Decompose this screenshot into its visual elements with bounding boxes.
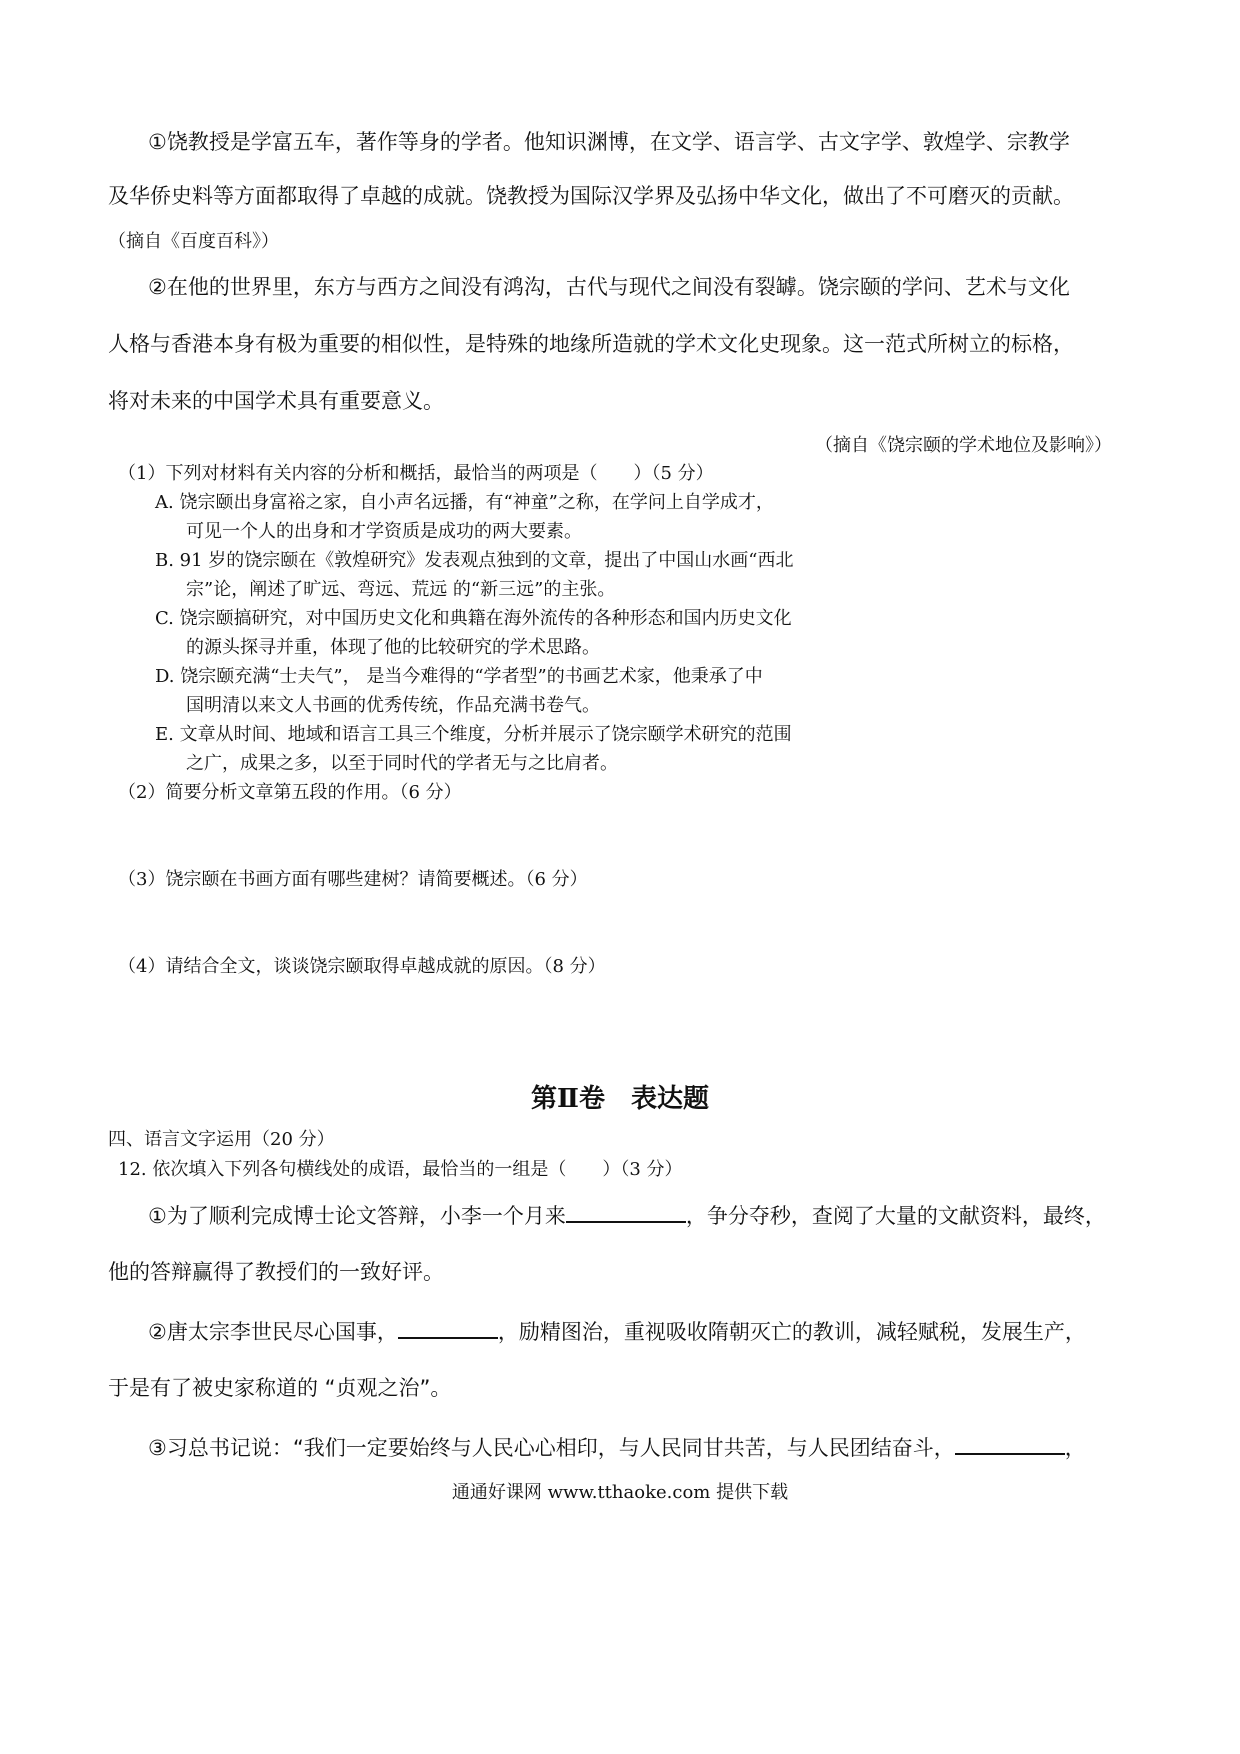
part-four-heading: 四、语言文字运用（20 分） bbox=[108, 1129, 335, 1150]
source-citation-2: （摘自《饶宗颐的学术地位及影响》） bbox=[815, 435, 1112, 456]
option-a-line-2: 可见一个人的出身和才学资质是成功的两大要素。 bbox=[186, 521, 582, 542]
option-e-line-1: E. 文章从时间、地域和语言工具三个维度，分析并展示了饶宗颐学术研究的范围 bbox=[155, 724, 792, 745]
material-paragraph-1-line-1: ①饶教授是学富五车，著作等身的学者。他知识渊博，在文学、语言学、古文字学、敦煌学、宗教学 bbox=[148, 130, 1070, 154]
question-1: （1）下列对材料有关内容的分析和概括，最恰当的两项是（ ）（5 分） bbox=[118, 463, 714, 484]
sentence-3-line-1 bbox=[148, 1430, 1086, 1462]
question-12: 12. 依次填入下列各句横线处的成语，最恰当的一组是（ ）（3 分） bbox=[118, 1159, 683, 1180]
material-paragraph-2-line-1: ②在他的世界里，东方与西方之间没有鸿沟，古代与现代之间没有裂罅。饶宗颐的学问、艺术与文化 bbox=[148, 275, 1070, 299]
material-paragraph-2-line-2: 人格与香港本身有极为重要的相似性，是特殊的地缘所造就的学术文化史现象。这一范式所树立的标格， bbox=[108, 332, 1074, 356]
answer-blank-1[interactable] bbox=[566, 1198, 686, 1223]
sentence-1-part-b: ，争分夺秒，查阅了大量的文献资料，最终， bbox=[685, 1204, 1106, 1229]
sentence-2-part-b: ，励精图治，重视吸收隋朝灭亡的教训，减轻赋税，发展生产， bbox=[497, 1320, 1086, 1345]
question-4: （4）请结合全文，谈谈饶宗颐取得卓越成就的原因。（8 分） bbox=[118, 956, 606, 977]
sentence-2-line-2: 于是有了被史家称道的 “贞观之治”。 bbox=[108, 1376, 452, 1400]
sentence-1-line-2: 他的答辩赢得了教授们的一致好评。 bbox=[108, 1260, 444, 1284]
option-b-line-1: B. 91 岁的饶宗颐在《敦煌研究》发表观点独到的文章，提出了中国山水画“西北 bbox=[155, 550, 794, 571]
material-paragraph-1-line-2: 及华侨史料等方面都取得了卓越的成就。饶教授为国际汉学界及弘扬中华文化，做出了不可磨灭的贡献。 bbox=[108, 184, 1074, 208]
option-a-line-1: A. 饶宗颐出身富裕之家，自小声名远播，有“神童”之称，在学问上自学成才， bbox=[155, 492, 774, 513]
option-d-line-2: 国明清以来文人书画的优秀传统，作品充满书卷气。 bbox=[186, 695, 600, 716]
question-3: （3）饶宗颐在书画方面有哪些建树？请简要概述。（6 分） bbox=[118, 869, 588, 890]
sentence-2-part-a: ②唐太宗李世民尽心国事， bbox=[148, 1320, 398, 1345]
option-d-line-1: D. 饶宗颐充满“士夫气”， 是当今难得的“学者型”的书画艺术家，他秉承了中 bbox=[155, 666, 763, 687]
sentence-2-line-1 bbox=[148, 1314, 1086, 1346]
question-2: （2）简要分析文章第五段的作用。（6 分） bbox=[118, 782, 462, 803]
sentence-1-part-a: ①为了顺利完成博士论文答辩，小李一个月来 bbox=[148, 1204, 566, 1229]
source-citation-1: （摘自《百度百科》） bbox=[108, 231, 279, 252]
option-e-line-2: 之广，成果之多，以至于同时代的学者无与之比肩者。 bbox=[186, 753, 618, 774]
sentence-3-part-b: ， bbox=[1064, 1436, 1086, 1461]
material-paragraph-2-line-3: 将对未来的中国学术具有重要意义。 bbox=[108, 389, 444, 413]
option-b-line-2: 宗”论，阐述了旷远、弯远、荒远 的“新三远”的主张。 bbox=[186, 579, 616, 600]
answer-blank-3[interactable] bbox=[955, 1430, 1065, 1455]
option-c-line-1: C. 饶宗颐搞研究，对中国历史文化和典籍在海外流传的各种形态和国内历史文化 bbox=[155, 608, 792, 629]
page-footer: 通通好课网 www.tthaoke.com 提供下载 bbox=[451, 1482, 789, 1503]
answer-blank-2[interactable] bbox=[398, 1314, 498, 1339]
option-c-line-2: 的源头探寻并重，体现了他的比较研究的学术思路。 bbox=[186, 637, 600, 658]
section-title: 第Ⅱ卷 表达题 bbox=[531, 1084, 709, 1114]
sentence-1-line-1 bbox=[148, 1198, 1106, 1230]
sentence-3-part-a: ③习总书记说：“我们一定要始终与人民心心相印，与人民同甘共苦，与人民团结奋斗， bbox=[148, 1436, 955, 1461]
